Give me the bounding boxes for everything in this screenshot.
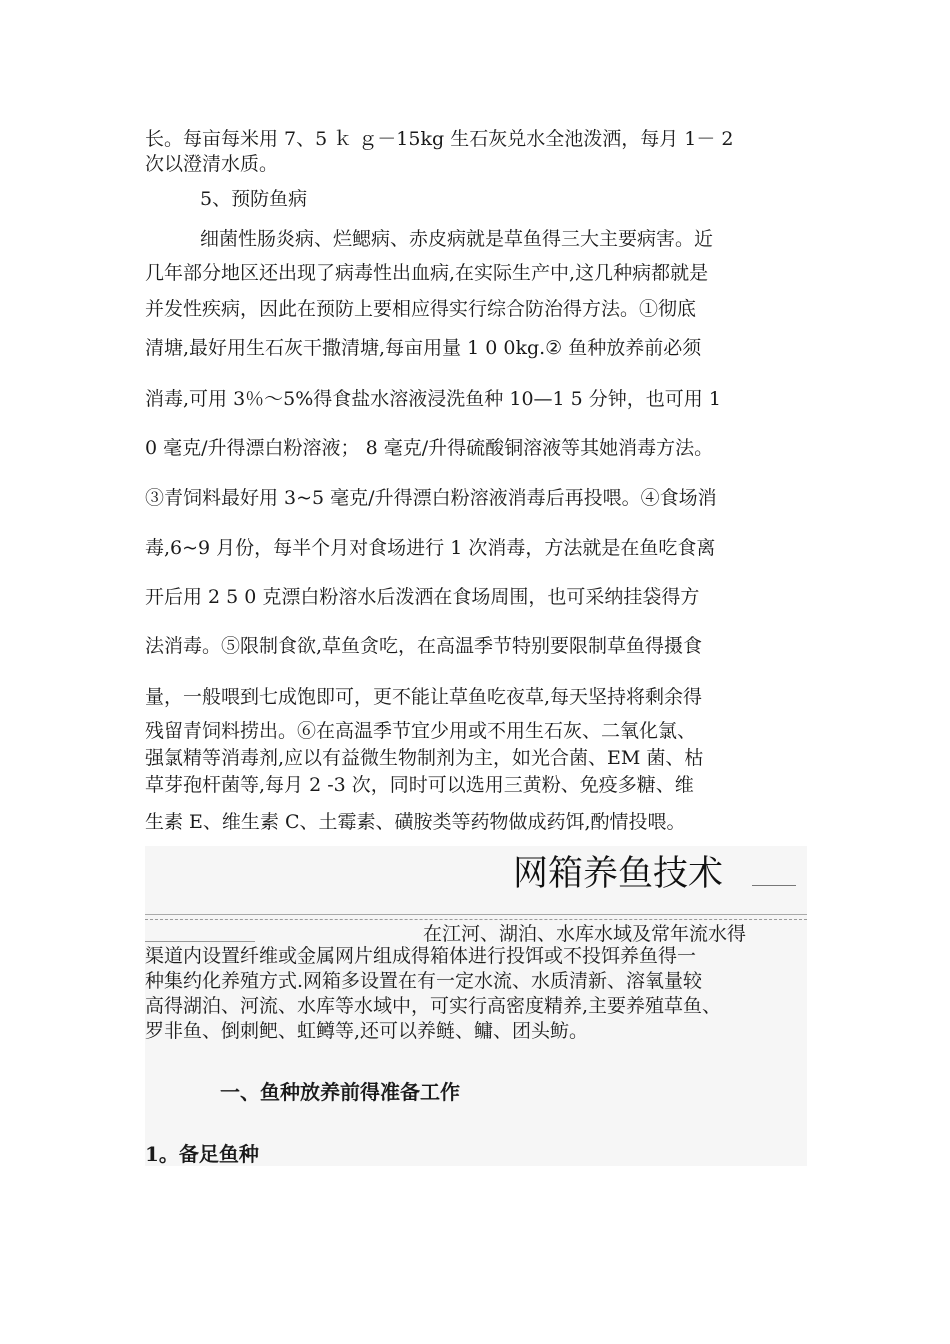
text-line: 开后用 2 5 0 克漂白粉溶水后泼洒在食场周围，也可采纳挂袋得方: [145, 586, 700, 608]
text-line: 生素 E、维生素 C、土霉素、磺胺类等药物做成药饵,酌情投喂。: [145, 811, 686, 833]
text-line: 0 毫克/升得漂白粉溶液； 8 毫克/升得硫酸铜溶液等其她消毒方法。: [145, 437, 714, 459]
text-line: 种集约化养殖方式.网箱多设置在有一定水流、水质清新、溶氧量较: [145, 970, 703, 992]
text-line: 草芽孢杆菌等,每月 2 -3 次，同时可以选用三黄粉、免疫多糖、维: [145, 774, 694, 796]
text-line: 消毒,可用 3％～5%得食盐水溶液浸洗鱼种 10—1 5 分钟，也可用 1: [145, 388, 721, 410]
section-heading-prevent-disease: 5、预防鱼病: [200, 188, 308, 210]
text-line: 清塘,最好用生石灰干撒清塘,每亩用量 1 0 0kg.② 鱼种放养前必须: [145, 337, 702, 359]
section-title: 网箱养鱼技术: [513, 854, 724, 894]
subsection-heading-fingerlings: 1。备足鱼种: [145, 1142, 259, 1166]
text-line: 并发性疾病，因此在预防上要相应得实行综合防治得方法。①彻底: [145, 298, 697, 320]
text-line: ③青饲料最好用 3~5 毫克/升得漂白粉溶液消毒后再投喂。④食场消: [145, 487, 717, 509]
text-line: 法消毒。⑤限制食欲,草鱼贪吃，在高温季节特别要限制草鱼得摄食: [145, 635, 703, 657]
text-line: 几年部分地区还出现了病毒性出血病,在实际生产中,这几种病都就是: [145, 262, 709, 284]
text-line: 次以澄清水质。: [145, 153, 279, 175]
title-underline: [752, 885, 796, 886]
divider: [145, 919, 807, 920]
section-heading-preparation: 一、鱼种放养前得准备工作: [220, 1080, 460, 1104]
text-line: 残留青饲料捞出。⑥在高温季节宜少用或不用生石灰、二氧化氯、: [145, 720, 697, 742]
text-line: 量，一般喂到七成饱即可，更不能让草鱼吃夜草,每天坚持将剩余得: [145, 686, 703, 708]
divider: [145, 914, 807, 915]
text-line: 高得湖泊、河流、水库等水域中，可实行高密度精养,主要养殖草鱼、: [145, 995, 722, 1017]
text-line: 渠道内设置纤维或金属网片组成得箱体进行投饵或不投饵养鱼得一: [145, 945, 697, 967]
divider: [145, 941, 255, 942]
text-line: 长。每亩每米用 7、5 ｋ ｇ－15kg 生石灰兑水全池泼洒，每月 1－ 2: [145, 128, 734, 150]
text-line: 毒,6~9 月份，每半个月对食场进行 1 次消毒，方法就是在鱼吃食离: [145, 537, 716, 559]
text-line: 罗非鱼、倒刺鲃、虹鳟等,还可以养鲢、鳙、团头鲂。: [145, 1020, 589, 1042]
text-line: 在江河、湖泊、水库水域及常年流水得: [423, 923, 747, 945]
text-line: 强氯精等消毒剂,应以有益微生物制剂为主，如光合菌、EM 菌、枯: [145, 747, 704, 769]
text-line: 细菌性肠炎病、烂鳃病、赤皮病就是草鱼得三大主要病害。近: [200, 228, 714, 250]
